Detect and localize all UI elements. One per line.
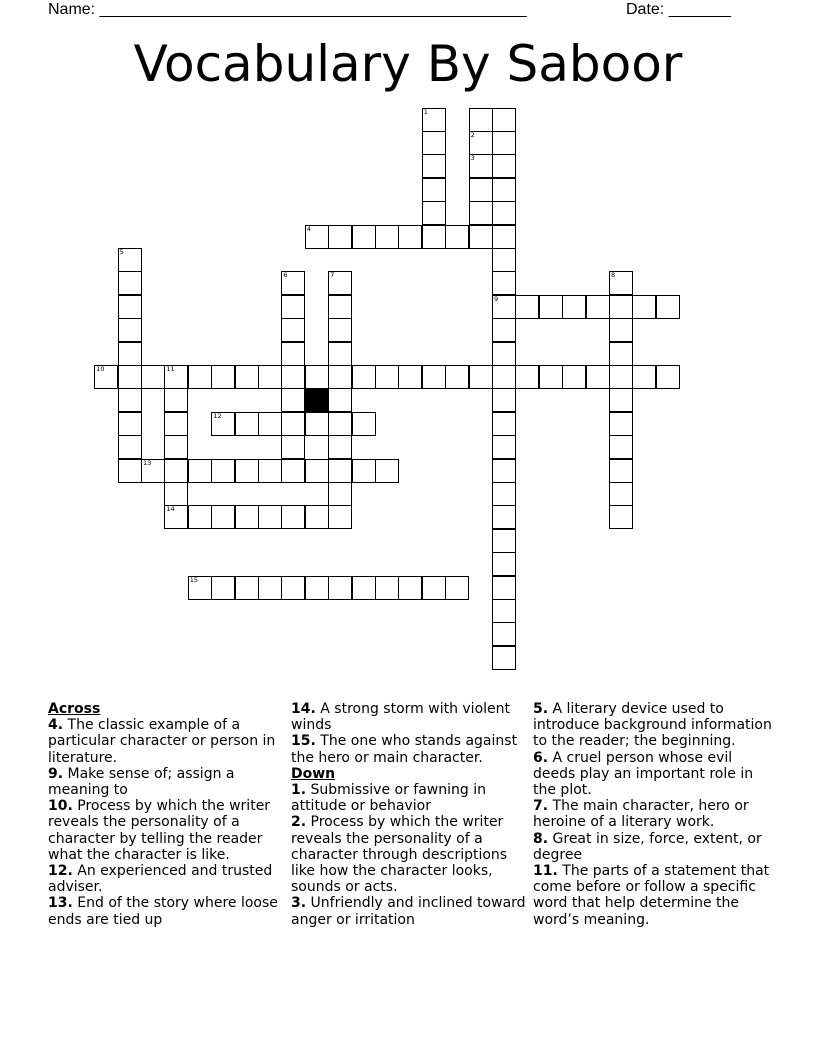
grid-cell[interactable] bbox=[398, 225, 422, 249]
cell-number: 1 bbox=[423, 107, 428, 116]
grid-cell[interactable] bbox=[188, 505, 212, 529]
grid-cell[interactable] bbox=[328, 505, 352, 529]
clue-text: Submissive or fawning in attitude or behavior bbox=[291, 782, 486, 815]
grid-cell[interactable] bbox=[398, 576, 422, 600]
cell-number: 7 bbox=[330, 271, 335, 280]
grid-cell[interactable] bbox=[492, 482, 516, 506]
grid-cell[interactable] bbox=[492, 365, 516, 389]
grid-cell[interactable] bbox=[258, 459, 282, 483]
grid-cell[interactable] bbox=[164, 482, 188, 506]
grid-cell[interactable] bbox=[492, 108, 516, 132]
grid-cell[interactable] bbox=[118, 295, 142, 319]
grid-cell[interactable] bbox=[492, 342, 516, 366]
grid-cell[interactable] bbox=[118, 248, 142, 272]
grid-cell[interactable] bbox=[118, 459, 142, 483]
grid-cell[interactable] bbox=[656, 365, 680, 389]
grid-cell[interactable] bbox=[375, 225, 399, 249]
grid-cell[interactable] bbox=[609, 271, 633, 295]
clue-number: 2. bbox=[291, 814, 307, 831]
clue-down-7 bbox=[533, 798, 773, 830]
cell-number: 15 bbox=[189, 575, 199, 584]
grid-cell[interactable] bbox=[164, 365, 188, 389]
grid-cell[interactable] bbox=[328, 295, 352, 319]
grid-cell[interactable] bbox=[328, 576, 352, 600]
grid-cell[interactable] bbox=[188, 365, 212, 389]
grid-cell[interactable] bbox=[609, 412, 633, 436]
grid-cell[interactable] bbox=[375, 459, 399, 483]
clue-number: 3. bbox=[291, 895, 307, 912]
grid-cell[interactable] bbox=[469, 201, 493, 225]
grid-cell[interactable] bbox=[235, 576, 259, 600]
grid-cell[interactable] bbox=[281, 342, 305, 366]
cell-number: 9 bbox=[494, 294, 499, 303]
grid-cell[interactable] bbox=[164, 412, 188, 436]
grid-cell[interactable] bbox=[469, 154, 493, 178]
clue-number: 5. bbox=[533, 701, 549, 717]
grid-cell[interactable] bbox=[562, 295, 586, 319]
across-heading: Across bbox=[48, 701, 101, 717]
grid-cell[interactable] bbox=[258, 505, 282, 529]
clue-number: 11. bbox=[533, 863, 558, 880]
clue-column-2 bbox=[291, 701, 527, 928]
clue-text: Process by which the writer reveals the personality of a character through descriptions like how the character looks, sounds or acts. bbox=[291, 814, 508, 896]
grid-cell[interactable] bbox=[164, 505, 188, 529]
clue-number: 1. bbox=[291, 782, 307, 799]
grid-cell[interactable] bbox=[328, 365, 352, 389]
grid-cell[interactable] bbox=[586, 295, 610, 319]
grid-cell[interactable] bbox=[305, 576, 329, 600]
grid-cell[interactable] bbox=[375, 365, 399, 389]
clue-down-6 bbox=[533, 750, 773, 799]
grid-cell[interactable] bbox=[258, 365, 282, 389]
grid-cell[interactable] bbox=[188, 459, 212, 483]
clue-number: 4. bbox=[48, 717, 64, 734]
grid-cell[interactable] bbox=[632, 295, 656, 319]
clue-text: The one who stands against the hero or main character. bbox=[291, 733, 518, 766]
grid-cell[interactable] bbox=[281, 271, 305, 295]
down-heading: Down bbox=[291, 765, 336, 782]
clue-text: An experienced and trusted adviser. bbox=[48, 863, 273, 896]
cell-number: 3 bbox=[470, 154, 475, 163]
clue-text: Unfriendly and inclined toward anger or irritation bbox=[291, 895, 526, 928]
grid-cell[interactable] bbox=[164, 388, 188, 412]
grid-cell[interactable] bbox=[375, 576, 399, 600]
grid-cell[interactable] bbox=[328, 225, 352, 249]
grid-cell[interactable] bbox=[609, 365, 633, 389]
cell-number: 6 bbox=[283, 271, 288, 280]
grid-cell[interactable] bbox=[352, 576, 376, 600]
grid-cell[interactable] bbox=[328, 318, 352, 342]
clue-text: The parts of a statement that come before or follow a specific word that help determine the word’s meaning. bbox=[533, 863, 770, 928]
clue-down-11 bbox=[533, 863, 773, 928]
grid-cell[interactable] bbox=[422, 178, 446, 202]
grid-cell[interactable] bbox=[539, 365, 563, 389]
clue-down-8 bbox=[533, 831, 773, 863]
grid-cell[interactable] bbox=[609, 482, 633, 506]
clue-text: The main character, hero or heroine of a literary work. bbox=[533, 798, 749, 831]
grid-cell[interactable] bbox=[305, 365, 329, 389]
grid-cell[interactable] bbox=[305, 459, 329, 483]
cell-number: 13 bbox=[143, 458, 152, 467]
grid-cell[interactable] bbox=[281, 365, 305, 389]
grid-cell[interactable] bbox=[492, 225, 516, 249]
clue-text: A strong storm with violent winds bbox=[291, 701, 511, 734]
grid-cell[interactable] bbox=[235, 459, 259, 483]
clue-column-1 bbox=[48, 701, 284, 928]
clue-across-9 bbox=[48, 766, 284, 798]
grid-cell[interactable] bbox=[281, 435, 305, 459]
grid-cell[interactable] bbox=[328, 459, 352, 483]
grid-cell[interactable] bbox=[164, 435, 188, 459]
grid-cell[interactable] bbox=[492, 552, 516, 576]
grid-cell[interactable] bbox=[492, 248, 516, 272]
grid-cell[interactable] bbox=[211, 576, 235, 600]
clue-across-12 bbox=[48, 863, 284, 895]
grid-cell[interactable] bbox=[258, 576, 282, 600]
grid-cell[interactable] bbox=[352, 225, 376, 249]
grid-cell[interactable] bbox=[211, 505, 235, 529]
grid-cell[interactable] bbox=[328, 412, 352, 436]
clue-number: 13. bbox=[48, 895, 73, 912]
grid-cell[interactable] bbox=[492, 646, 516, 670]
clue-number: 9. bbox=[48, 765, 64, 782]
clue-text: A literary device used to introduce background information to the reader; the beginning. bbox=[533, 701, 772, 750]
grid-cell[interactable] bbox=[118, 318, 142, 342]
cell-number: 5 bbox=[119, 248, 124, 256]
clue-across-13 bbox=[48, 895, 284, 927]
cell-number: 10 bbox=[96, 365, 105, 373]
grid-cell[interactable] bbox=[492, 412, 516, 436]
clue-down-2 bbox=[291, 814, 527, 895]
grid-cell[interactable] bbox=[492, 529, 516, 553]
grid-cell[interactable] bbox=[211, 365, 235, 389]
grid-cell[interactable] bbox=[328, 271, 352, 295]
grid-cell[interactable] bbox=[515, 295, 539, 319]
grid-cell[interactable] bbox=[235, 505, 259, 529]
black-cell bbox=[305, 388, 329, 412]
grid-cell[interactable] bbox=[118, 365, 142, 389]
grid-cell[interactable] bbox=[352, 365, 376, 389]
grid-cell[interactable] bbox=[492, 459, 516, 483]
grid-cell[interactable] bbox=[164, 459, 188, 483]
clue-across-4 bbox=[48, 717, 284, 766]
grid-cell[interactable] bbox=[422, 131, 446, 155]
cell-number: 11 bbox=[166, 365, 175, 373]
grid-cell[interactable] bbox=[235, 365, 259, 389]
grid-cell[interactable] bbox=[258, 412, 282, 436]
cell-number: 12 bbox=[213, 411, 222, 420]
grid-cell[interactable] bbox=[188, 576, 212, 600]
clue-text: The classic example of a particular character or person in literature. bbox=[48, 717, 276, 766]
grid-cell[interactable] bbox=[445, 365, 469, 389]
clue-number: 8. bbox=[533, 830, 549, 847]
grid-cell[interactable] bbox=[469, 178, 493, 202]
grid-cell[interactable] bbox=[445, 576, 469, 600]
grid-cell[interactable] bbox=[515, 365, 539, 389]
cell-number: 2 bbox=[470, 131, 475, 139]
clue-across-14 bbox=[291, 701, 527, 733]
grid-cell[interactable] bbox=[141, 365, 165, 389]
grid-cell[interactable] bbox=[609, 435, 633, 459]
clue-number: 15. bbox=[291, 733, 316, 750]
grid-cell[interactable] bbox=[328, 342, 352, 366]
name-field[interactable]: Name: ________________________________________________ bbox=[48, 1, 527, 18]
grid-cell[interactable] bbox=[281, 459, 305, 483]
grid-cell[interactable] bbox=[328, 435, 352, 459]
grid-cell[interactable] bbox=[492, 271, 516, 295]
grid-cell[interactable] bbox=[422, 365, 446, 389]
clue-text: Make sense of; assign a meaning to bbox=[48, 765, 235, 799]
grid-cell[interactable] bbox=[422, 108, 446, 132]
grid-cell[interactable] bbox=[492, 435, 516, 459]
clue-down-3 bbox=[291, 895, 527, 927]
grid-cell[interactable] bbox=[281, 576, 305, 600]
grid-cell[interactable] bbox=[211, 412, 235, 436]
grid-cell[interactable] bbox=[305, 412, 329, 436]
cell-number: 14 bbox=[166, 505, 175, 514]
clue-across-10 bbox=[48, 798, 284, 863]
clue-column-3 bbox=[533, 701, 773, 928]
clue-number: 10. bbox=[48, 798, 73, 815]
grid-cell[interactable] bbox=[328, 482, 352, 506]
grid-cell[interactable] bbox=[632, 365, 656, 389]
grid-cell[interactable] bbox=[118, 412, 142, 436]
grid-cell[interactable] bbox=[469, 365, 493, 389]
grid-cell[interactable] bbox=[281, 318, 305, 342]
grid-cell[interactable] bbox=[492, 318, 516, 342]
grid-cell[interactable] bbox=[609, 459, 633, 483]
grid-cell[interactable] bbox=[469, 225, 493, 249]
grid-cell[interactable] bbox=[281, 412, 305, 436]
grid-cell[interactable] bbox=[211, 459, 235, 483]
grid-cell[interactable] bbox=[609, 505, 633, 529]
grid-cell[interactable] bbox=[492, 131, 516, 155]
grid-cell[interactable] bbox=[492, 599, 516, 623]
grid-cell[interactable] bbox=[281, 505, 305, 529]
clue-down-1 bbox=[291, 782, 527, 814]
grid-cell[interactable] bbox=[422, 576, 446, 600]
grid-cell[interactable] bbox=[118, 271, 142, 295]
grid-cell[interactable] bbox=[469, 108, 493, 132]
grid-cell[interactable] bbox=[305, 505, 329, 529]
grid-cell[interactable] bbox=[281, 388, 305, 412]
grid-cell[interactable] bbox=[492, 388, 516, 412]
grid-cell[interactable] bbox=[586, 365, 610, 389]
grid-cell[interactable] bbox=[94, 365, 118, 389]
grid-cell[interactable] bbox=[328, 388, 352, 412]
cell-number: 8 bbox=[611, 271, 616, 280]
clue-text: A cruel person whose evil deeds play an important role in the plot. bbox=[533, 749, 754, 799]
grid-cell[interactable] bbox=[656, 295, 680, 319]
grid-cell[interactable] bbox=[492, 622, 516, 646]
clue-text: End of the story where loose ends are tied up bbox=[48, 895, 278, 928]
clue-down-5 bbox=[533, 701, 773, 750]
grid-cell[interactable] bbox=[352, 412, 376, 436]
clue-number: 14. bbox=[291, 701, 316, 717]
grid-cell[interactable] bbox=[141, 459, 165, 483]
grid-cell[interactable] bbox=[492, 201, 516, 225]
grid-cell[interactable] bbox=[118, 435, 142, 459]
grid-cell[interactable] bbox=[492, 295, 516, 319]
grid-cell[interactable] bbox=[469, 131, 493, 155]
grid-cell[interactable] bbox=[609, 295, 633, 319]
grid-cell[interactable] bbox=[492, 505, 516, 529]
grid-cell[interactable] bbox=[281, 295, 305, 319]
clue-number: 7. bbox=[533, 798, 549, 815]
grid-cell[interactable] bbox=[352, 459, 376, 483]
grid-cell[interactable] bbox=[492, 576, 516, 600]
grid-cell[interactable] bbox=[609, 388, 633, 412]
date-field[interactable]: Date: _______ bbox=[626, 1, 731, 18]
grid-cell[interactable] bbox=[422, 154, 446, 178]
page-title: Vocabulary By Saboor bbox=[133, 35, 683, 93]
grid-cell[interactable] bbox=[235, 412, 259, 436]
grid-cell[interactable] bbox=[445, 225, 469, 249]
grid-cell[interactable] bbox=[422, 201, 446, 225]
clue-number: 12. bbox=[48, 863, 73, 880]
grid-cell[interactable] bbox=[609, 342, 633, 366]
cell-number: 4 bbox=[306, 224, 311, 233]
clue-text: Process by which the writer reveals the personality of a character by telling the reader what the character is like. bbox=[48, 798, 271, 863]
clue-text: Great in size, force, extent, or degree bbox=[533, 830, 762, 863]
grid-cell[interactable] bbox=[539, 295, 563, 319]
grid-cell[interactable] bbox=[118, 388, 142, 412]
grid-cell[interactable] bbox=[562, 365, 586, 389]
grid-cell[interactable] bbox=[609, 318, 633, 342]
clue-across-15 bbox=[291, 733, 527, 765]
grid-cell[interactable] bbox=[492, 154, 516, 178]
grid-cell[interactable] bbox=[398, 365, 422, 389]
clue-number: 6. bbox=[533, 749, 549, 766]
grid-cell[interactable] bbox=[422, 225, 446, 249]
grid-cell[interactable] bbox=[118, 342, 142, 366]
grid-cell[interactable] bbox=[305, 225, 329, 249]
grid-cell[interactable] bbox=[492, 178, 516, 202]
